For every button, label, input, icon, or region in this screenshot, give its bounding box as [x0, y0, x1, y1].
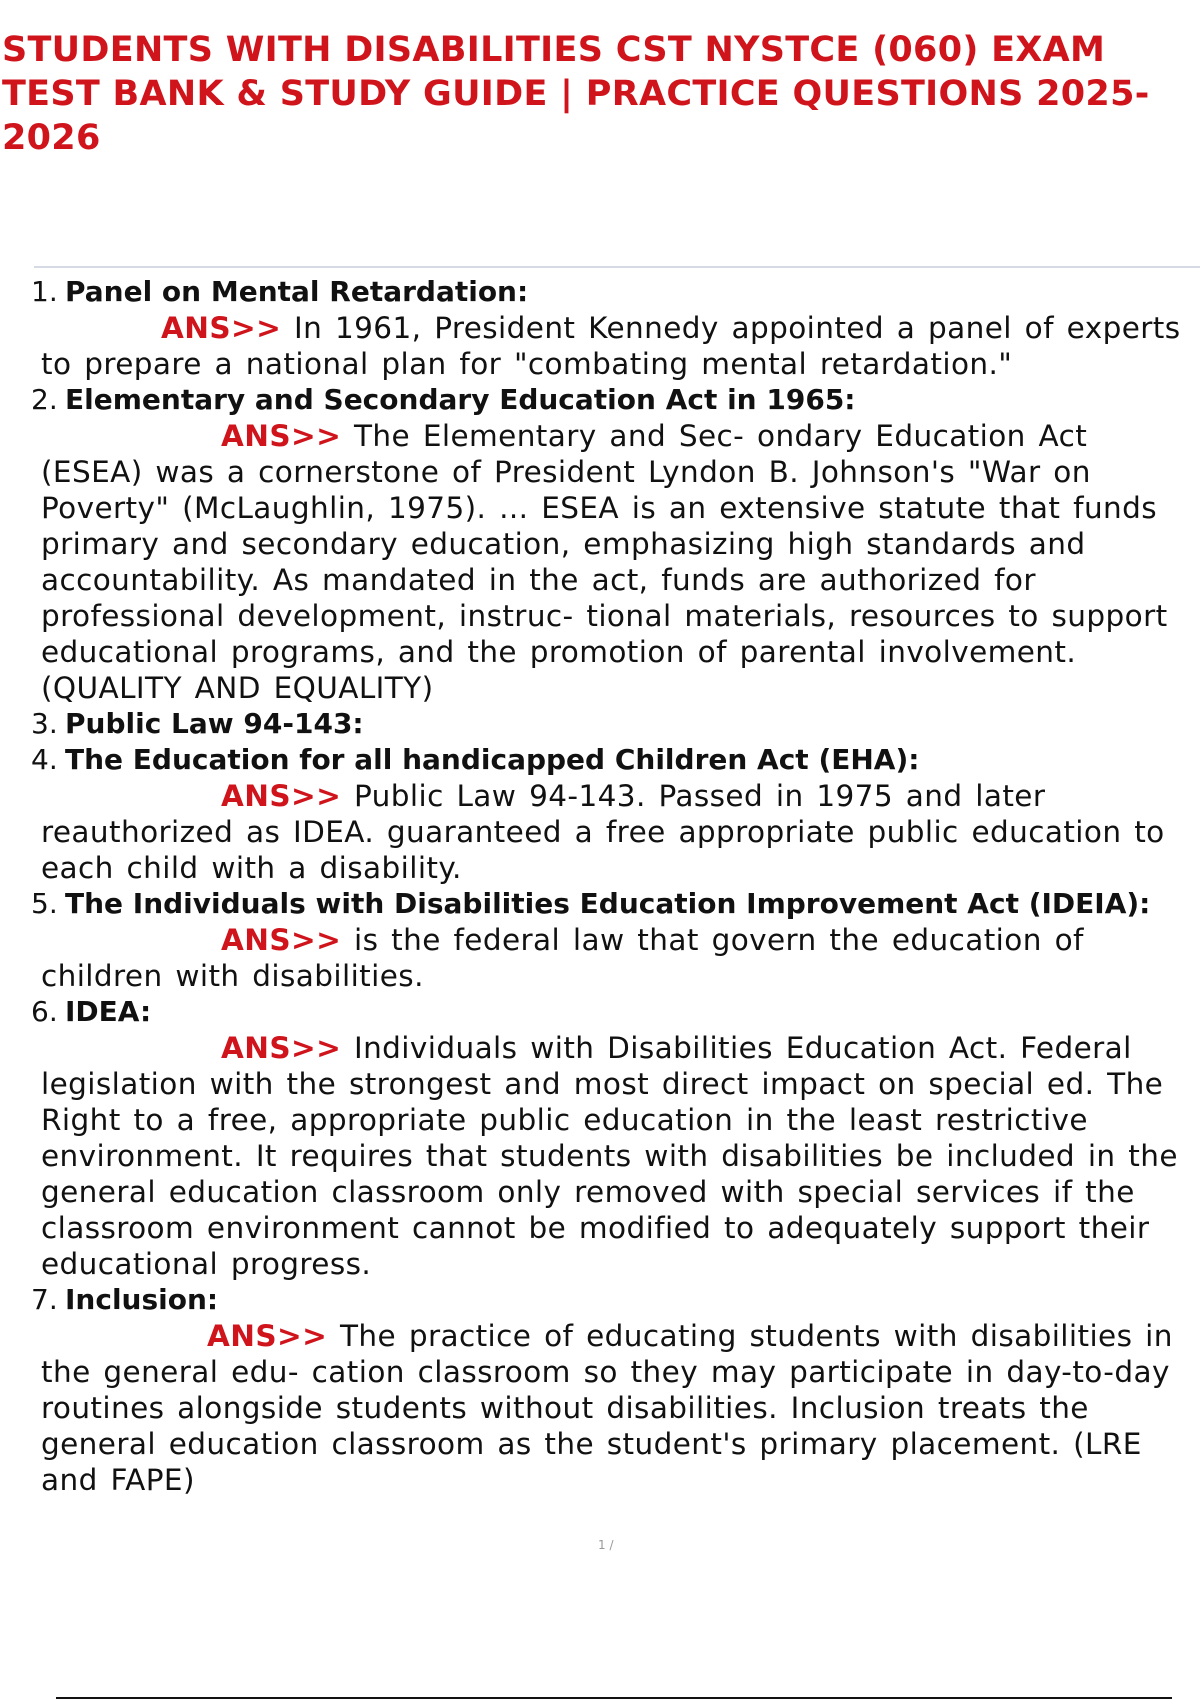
- answer-block: [0, 418, 1200, 706]
- answer-block: [0, 1318, 1200, 1498]
- question-line: [0, 382, 1200, 418]
- question-number: 6.: [31, 995, 58, 1028]
- question-line: [0, 274, 1200, 310]
- question-text: Public Law 94-143:: [65, 707, 364, 740]
- answer-text: is the federal law that govern the education of children with disabilities.: [41, 923, 1084, 993]
- question-line: [0, 742, 1200, 778]
- question-number: 2.: [31, 383, 58, 416]
- answer-text: In 1961, President Kennedy appointed a panel of experts to prepare a national plan for "combating mental retardation.": [41, 311, 1181, 381]
- question-text: Inclusion:: [65, 1283, 219, 1316]
- answer-label: ANS>>: [221, 419, 342, 453]
- answer-label: ANS>>: [161, 311, 282, 345]
- answer-block: [0, 1030, 1200, 1282]
- question-item-5: [0, 886, 1200, 994]
- header-divider: [34, 266, 1200, 268]
- question-text: The Education for all handicapped Children Act (EHA):: [65, 743, 920, 776]
- question-item-6: [0, 994, 1200, 1282]
- answer-label: ANS>>: [207, 1319, 328, 1353]
- answer-block: [0, 310, 1200, 382]
- answer-block: [0, 778, 1200, 886]
- question-item-2: [0, 382, 1200, 706]
- question-item-4: [0, 742, 1200, 886]
- footer-divider: [56, 1697, 1172, 1699]
- question-number: 5.: [31, 887, 58, 920]
- question-number: 4.: [31, 743, 58, 776]
- question-line: [0, 1282, 1200, 1318]
- answer-label: ANS>>: [221, 779, 342, 813]
- answer-text: The Elementary and Sec- ondary Education Act (ESEA) was a cornerstone of President Lyndon B. Johnson's "War on Poverty" (McLaughlin, 1975). ... ESEA is an extensive statute that funds primary and secondary education, emphasizing high standards and accountability. As mandated in the act, funds are authorized for professional development, instruc- tional materials, resources to support educational programs, and the promotion of parental involvement. (QUALITY AND EQUALITY): [41, 419, 1168, 705]
- question-number: 7.: [31, 1283, 58, 1316]
- question-line: [0, 994, 1200, 1030]
- document-title: STUDENTS WITH DISABILITIES CST NYSTCE (060) EXAM TEST BANK & STUDY GUIDE | PRACTICE QUESTIONS 2025-2026: [2, 30, 1150, 158]
- question-text: The Individuals with Disabilities Education Improvement Act (IDEIA):: [65, 887, 1151, 920]
- question-number: 3.: [31, 707, 58, 740]
- question-item-7: [0, 1282, 1200, 1498]
- question-item-3: [0, 706, 1200, 742]
- question-text: Elementary and Secondary Education Act in 1965:: [65, 383, 856, 416]
- answer-text: The practice of educating students with disabilities in the general edu- cation classroom so they may participate in day-to-day routines alongside students without disabilities. Inclusion treats the general education classroom as the student's primary placement. (LRE and FAPE): [41, 1319, 1173, 1497]
- question-list: [0, 274, 1200, 1498]
- answer-block: [0, 922, 1200, 994]
- answer-text: Public Law 94-143. Passed in 1975 and later reauthorized as IDEA. guaranteed a free appropriate public education to each child with a disability.: [41, 779, 1165, 885]
- question-line: [0, 706, 1200, 742]
- page-number: 1 /: [598, 1538, 614, 1552]
- question-text: IDEA:: [65, 995, 152, 1028]
- question-text: Panel on Mental Retardation:: [65, 275, 529, 308]
- question-number: 1.: [31, 275, 58, 308]
- answer-text: Individuals with Disabilities Education Act. Federal legislation with the strongest and most direct impact on special ed. The Right to a free, appropriate public education in the least restrictive environment. It requires that students with disabilities be included in the general education classroom only removed with special services if the classroom environment cannot be modified to adequately support their educational progress.: [41, 1031, 1178, 1281]
- answer-label: ANS>>: [221, 1031, 342, 1065]
- question-line: [0, 886, 1200, 922]
- answer-label: ANS>>: [221, 923, 342, 957]
- question-item-1: [0, 274, 1200, 382]
